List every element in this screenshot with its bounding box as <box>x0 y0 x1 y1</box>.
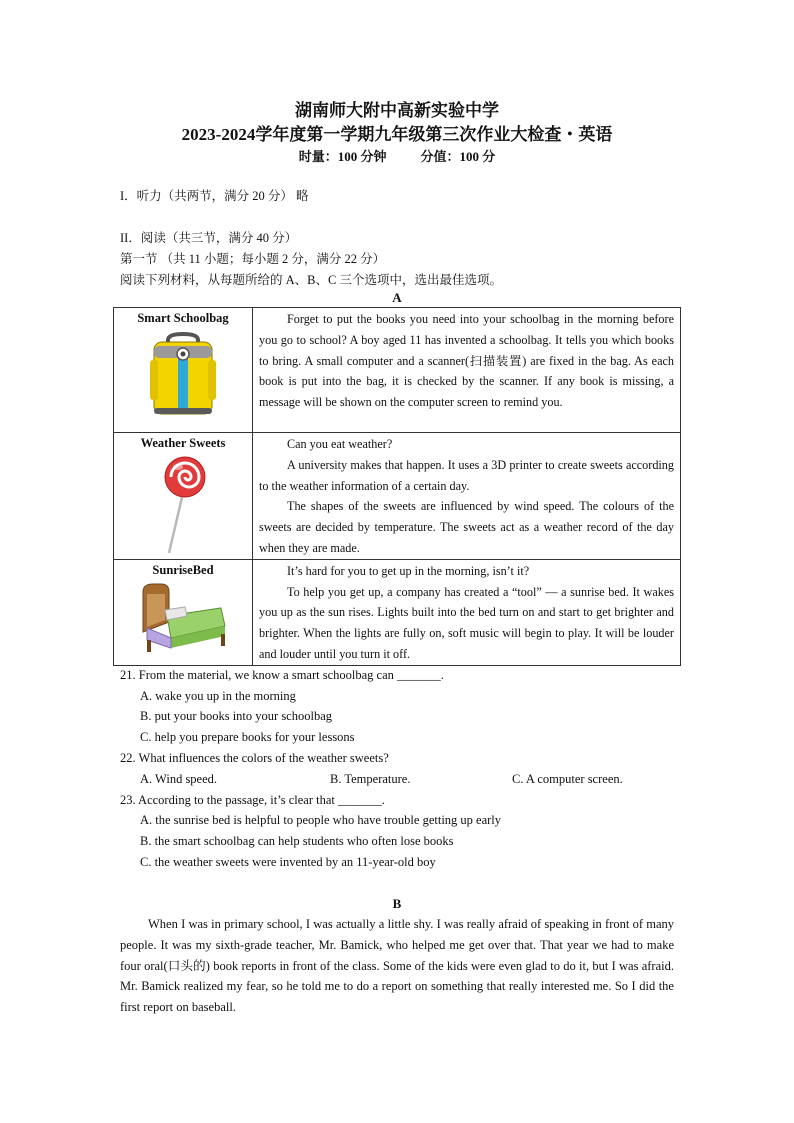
passage-b-body <box>120 914 674 1018</box>
product-name-cell <box>114 308 253 433</box>
product-name: SunriseBed <box>152 562 214 577</box>
exam-score: 分值：100 分 <box>420 149 496 164</box>
question-option: B. Temperature. <box>330 772 411 786</box>
product-description <box>253 559 681 665</box>
table-row <box>114 559 681 665</box>
section-reading-heading: II．阅读（共三节，满分 40 分） <box>120 231 298 245</box>
passage-b-label: B <box>392 896 402 911</box>
question-option: B. the smart schoolbag can help students who often lose books <box>140 834 454 848</box>
passage-b-paragraph: When I was in primary school, I was actually a little shy. I was really afraid of speaking in front of many people. It was my sixth-grade teacher, Mr. Bamick, who helped me get over that. That year we had to make four oral(口头的) book reports in front of the class. Some of the kids were even glad to do it, but I was afraid. Mr. Bamick realized my fear, so he told me to do a report on something that really interested me. So I did the first report on baseball. <box>120 917 674 1015</box>
exam-title: 2023-2024学年度第一学期九年级第三次作业大检查・英语 <box>181 125 613 144</box>
description-paragraph: The shapes of the sweets are influenced by wind speed. The colours of the sweets are decided by temperature. The sweets act as a weather record of the day when they are made. <box>259 499 674 555</box>
question-option: C. A computer screen. <box>512 772 623 786</box>
description-paragraph: To help you get up, a company has created a “tool” — a sunrise bed. It wakes you up as the sun rises. Lights built into the bed turn on and start to get brighter and brighter. When the lights are fully on, soft music will begin to play. It will be louder and louder until you turn it off. <box>259 584 674 661</box>
product-description <box>253 308 681 433</box>
exam-meta <box>0 146 794 165</box>
passage-a-table <box>113 307 681 666</box>
description-paragraph: It’s hard for you to get up in the morning, isn’t it? <box>287 563 530 578</box>
question-stem: 22. What influences the colors of the weather sweets? <box>120 751 389 765</box>
exam-time: 时量：100 分钟 <box>298 149 387 164</box>
schoolbag-icon <box>148 330 218 418</box>
description-paragraph: A university makes that happen. It uses a 3D printer to create sweets according to the weather information of a certain day. <box>259 457 674 493</box>
question-option: A. the sunrise bed is helpful to people who have trouble getting up early <box>140 813 502 827</box>
school-name: 湖南师大附中高新实验中学 <box>295 101 499 120</box>
lollipop-icon <box>153 455 213 555</box>
product-description <box>253 433 681 560</box>
product-name-cell <box>114 433 253 560</box>
question-option: A. Wind speed. <box>140 772 218 786</box>
part-one-heading: 第一节 （共 11 小题；每小题 2 分，满分 22 分） <box>120 252 386 266</box>
product-name: Smart Schoolbag <box>137 311 229 325</box>
table-row <box>114 308 681 433</box>
description-paragraph: Can you eat weather? <box>287 437 393 451</box>
product-name-cell <box>114 559 253 665</box>
section-listening-heading: I．听力（共两节，满分 20 分） 略 <box>120 189 309 203</box>
question-option: B. put your books into your schoolbag <box>140 709 333 723</box>
question-stem: 21. From the material, we know a smart schoolbag can _______. <box>120 668 444 682</box>
question-stem: 23. According to the passage, it’s clear that _______. <box>120 793 385 807</box>
bed-icon <box>137 582 229 656</box>
question-option: C. the weather sweets were invented by an 11-year-old boy <box>140 855 436 869</box>
reading-instruction: 阅读下列材料，从每题所给的 A、B、C 三个选项中，选出最佳选项。 <box>120 273 502 287</box>
description-paragraph: Forget to put the books you need into your schoolbag in the morning before you go to school? A boy aged 11 has invented a schoolbag. It tells you which books to bring. A small computer and a scanner(扫描装置) are fixed in the bag. As each book is put into the bag, it is checked by the scanner. If any book is missing, a message will be shown on the computer screen to remind you. <box>259 312 674 410</box>
table-row <box>114 433 681 560</box>
question-option: A. wake you up in the morning <box>140 689 296 703</box>
passage-a-label: A <box>392 290 402 305</box>
question-option: C. help you prepare books for your lessons <box>140 730 355 744</box>
product-name: Weather Sweets <box>140 436 226 450</box>
